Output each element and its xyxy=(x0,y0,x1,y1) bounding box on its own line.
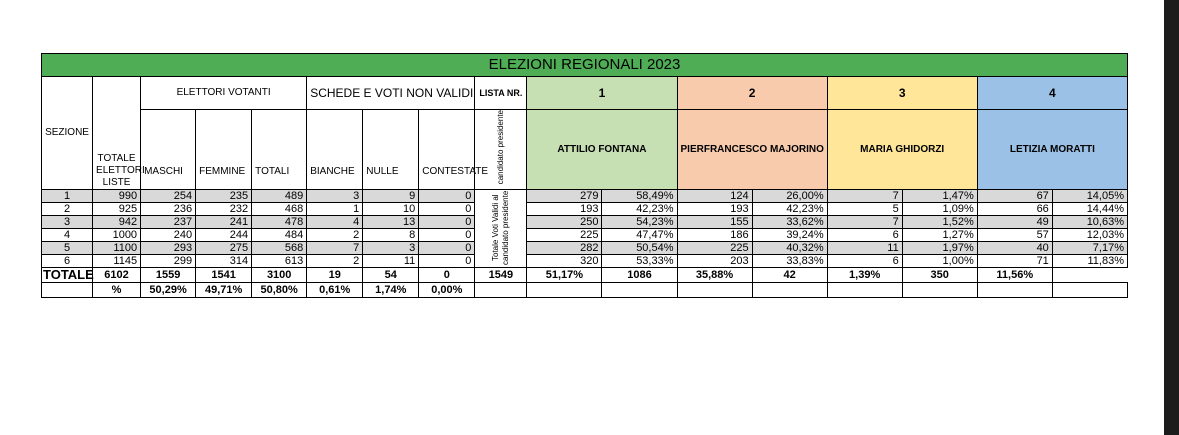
totale-nulle: 54 xyxy=(363,268,419,283)
cell-p4: 14,44% xyxy=(1052,203,1127,216)
cell-v2: 186 xyxy=(677,229,752,242)
cell-tot: 1145 xyxy=(93,255,141,268)
list-4-number: 4 xyxy=(977,77,1127,110)
header-candidato-presidente: candidato presidente xyxy=(495,110,505,185)
cell-m: 293 xyxy=(141,242,196,255)
cell-m: 240 xyxy=(141,229,196,242)
percent-empty-10 xyxy=(1052,283,1127,298)
cell-v1: 282 xyxy=(527,242,602,255)
cell-v3: 7 xyxy=(827,190,902,203)
header-row-2 xyxy=(42,110,1128,190)
header-elettori-votanti: ELETTORI VOTANTI xyxy=(141,77,307,110)
list-4-candidate: LETIZIA MORATTI xyxy=(977,110,1127,190)
cell-v1: 250 xyxy=(527,216,602,229)
cell-v3: 6 xyxy=(827,229,902,242)
cell-tot: 942 xyxy=(93,216,141,229)
cell-n: 13 xyxy=(363,216,419,229)
totale-v3: 42 xyxy=(752,268,827,283)
percent-empty-6 xyxy=(752,283,827,298)
cell-p2: 39,24% xyxy=(752,229,827,242)
cell-v3: 11 xyxy=(827,242,902,255)
header-nulle: NULLE xyxy=(363,110,419,190)
cell-b: 2 xyxy=(307,255,363,268)
table-row xyxy=(42,216,1128,229)
cell-v4: 40 xyxy=(977,242,1052,255)
cell-sez: 4 xyxy=(42,229,93,242)
totale-p1: 51,17% xyxy=(527,268,602,283)
election-results-table xyxy=(41,53,1128,298)
cell-m: 236 xyxy=(141,203,196,216)
cell-n: 11 xyxy=(363,255,419,268)
cell-f: 314 xyxy=(196,255,252,268)
cell-f: 232 xyxy=(196,203,252,216)
cell-v4: 67 xyxy=(977,190,1052,203)
cell-c: 0 xyxy=(419,255,475,268)
header-row-1 xyxy=(42,77,1128,110)
totale-p2: 35,88% xyxy=(677,268,752,283)
totale-voti-validi-label: Totale Voti Validi al candidato presidente xyxy=(490,190,510,265)
cell-v4: 66 xyxy=(977,203,1052,216)
header-bianche: BIANCHE xyxy=(307,110,363,190)
cell-p1: 54,23% xyxy=(602,216,677,229)
totale-p3: 1,39% xyxy=(827,268,902,283)
cell-c: 0 xyxy=(419,190,475,203)
table-row xyxy=(42,242,1128,255)
percent-label: % xyxy=(93,283,141,298)
totale-contestate: 0 xyxy=(419,268,475,283)
cell-n: 9 xyxy=(363,190,419,203)
percent-empty-2 xyxy=(475,283,527,298)
cell-m: 237 xyxy=(141,216,196,229)
header-contestate: CONTESTATE xyxy=(419,110,475,190)
list-2-candidate: PIERFRANCESCO MAJORINO xyxy=(677,110,827,190)
cell-p3: 1,09% xyxy=(902,203,977,216)
cell-p1: 58,49% xyxy=(602,190,677,203)
cell-m: 254 xyxy=(141,190,196,203)
cell-t: 484 xyxy=(252,229,307,242)
cell-p1: 42,23% xyxy=(602,203,677,216)
list-1-candidate: ATTILIO FONTANA xyxy=(527,110,677,190)
cell-p4: 12,03% xyxy=(1052,229,1127,242)
header-totale-elettori: TOTALE ELETTORI LISTE xyxy=(93,77,141,190)
percent-empty-5 xyxy=(677,283,752,298)
cell-v2: 124 xyxy=(677,190,752,203)
cell-p3: 1,52% xyxy=(902,216,977,229)
cell-sez: 3 xyxy=(42,216,93,229)
cell-p2: 42,23% xyxy=(752,203,827,216)
cell-p3: 1,47% xyxy=(902,190,977,203)
cell-b: 7 xyxy=(307,242,363,255)
cell-t: 478 xyxy=(252,216,307,229)
header-femmine: FEMMINE xyxy=(196,110,252,190)
totale-v1: 1549 xyxy=(475,268,527,283)
percent-contestate: 0,00% xyxy=(419,283,475,298)
table-row xyxy=(42,255,1128,268)
list-3-number: 3 xyxy=(827,77,977,110)
percent-row xyxy=(42,283,1128,298)
header-lista-nr: LISTA NR. xyxy=(475,77,527,110)
cell-p3: 1,00% xyxy=(902,255,977,268)
cell-b: 1 xyxy=(307,203,363,216)
cell-b: 3 xyxy=(307,190,363,203)
cell-n: 10 xyxy=(363,203,419,216)
header-sezione: SEZIONE xyxy=(42,77,93,190)
cell-tot: 925 xyxy=(93,203,141,216)
data-rows xyxy=(42,190,1128,268)
cell-t: 613 xyxy=(252,255,307,268)
cell-c: 0 xyxy=(419,242,475,255)
cell-p4: 10,63% xyxy=(1052,216,1127,229)
cell-v1: 225 xyxy=(527,229,602,242)
header-schede-non-validi: SCHEDE E VOTI NON VALIDI xyxy=(307,77,475,110)
cell-p2: 26,00% xyxy=(752,190,827,203)
percent-empty-9 xyxy=(977,283,1052,298)
cell-sez: 1 xyxy=(42,190,93,203)
cell-p1: 47,47% xyxy=(602,229,677,242)
cell-t: 568 xyxy=(252,242,307,255)
cell-f: 275 xyxy=(196,242,252,255)
cell-v1: 279 xyxy=(527,190,602,203)
cell-c: 0 xyxy=(419,203,475,216)
totale-row xyxy=(42,268,1128,283)
title-row xyxy=(42,54,1128,77)
percent-totali: 50,80% xyxy=(252,283,307,298)
cell-m: 299 xyxy=(141,255,196,268)
totale-elettori: 6102 xyxy=(93,268,141,283)
cell-sez: 6 xyxy=(42,255,93,268)
totale-maschi: 1559 xyxy=(141,268,196,283)
cell-b: 2 xyxy=(307,229,363,242)
totale-totali: 3100 xyxy=(252,268,307,283)
list-3-candidate: MARIA GHIDORZI xyxy=(827,110,977,190)
table-row xyxy=(42,203,1128,216)
cell-c: 0 xyxy=(419,216,475,229)
table-title: ELEZIONI REGIONALI 2023 xyxy=(42,54,1128,77)
cell-v1: 193 xyxy=(527,203,602,216)
percent-empty-8 xyxy=(902,283,977,298)
cell-tot: 1000 xyxy=(93,229,141,242)
cell-b: 4 xyxy=(307,216,363,229)
cell-p1: 53,33% xyxy=(602,255,677,268)
totale-voti-validi-cell xyxy=(475,190,527,268)
percent-nulle: 1,74% xyxy=(363,283,419,298)
cell-p2: 40,32% xyxy=(752,242,827,255)
cell-c: 0 xyxy=(419,229,475,242)
cell-v1: 320 xyxy=(527,255,602,268)
table-row xyxy=(42,229,1128,242)
cell-p3: 1,27% xyxy=(902,229,977,242)
cell-v3: 6 xyxy=(827,255,902,268)
header-candidato-cell xyxy=(475,110,527,190)
cell-f: 244 xyxy=(196,229,252,242)
list-2-number: 2 xyxy=(677,77,827,110)
percent-empty-1 xyxy=(42,283,93,298)
header-maschi: MASCHI xyxy=(141,110,196,190)
percent-femmine: 49,71% xyxy=(196,283,252,298)
cell-f: 241 xyxy=(196,216,252,229)
cell-p1: 50,54% xyxy=(602,242,677,255)
percent-empty-3 xyxy=(527,283,602,298)
totale-v2: 1086 xyxy=(602,268,677,283)
cell-n: 3 xyxy=(363,242,419,255)
percent-empty-4 xyxy=(602,283,677,298)
cell-p4: 14,05% xyxy=(1052,190,1127,203)
cell-v3: 5 xyxy=(827,203,902,216)
cell-tot: 990 xyxy=(93,190,141,203)
totale-v4: 350 xyxy=(902,268,977,283)
cell-v2: 155 xyxy=(677,216,752,229)
window-edge xyxy=(1164,0,1179,435)
cell-t: 468 xyxy=(252,203,307,216)
cell-p2: 33,83% xyxy=(752,255,827,268)
percent-maschi: 50,29% xyxy=(141,283,196,298)
totale-bianche: 19 xyxy=(307,268,363,283)
cell-v2: 193 xyxy=(677,203,752,216)
cell-p4: 7,17% xyxy=(1052,242,1127,255)
totale-label: TOTALE xyxy=(43,267,94,283)
cell-v4: 57 xyxy=(977,229,1052,242)
totale-p4: 11,56% xyxy=(977,268,1052,283)
table-row xyxy=(42,190,1128,203)
totale-femmine: 1541 xyxy=(196,268,252,283)
cell-v2: 203 xyxy=(677,255,752,268)
cell-v2: 225 xyxy=(677,242,752,255)
cell-n: 8 xyxy=(363,229,419,242)
election-table-wrap xyxy=(41,53,1128,298)
cell-v4: 71 xyxy=(977,255,1052,268)
cell-sez: 5 xyxy=(42,242,93,255)
cell-t: 489 xyxy=(252,190,307,203)
cell-v3: 7 xyxy=(827,216,902,229)
percent-empty-7 xyxy=(827,283,902,298)
cell-p4: 11,83% xyxy=(1052,255,1127,268)
percent-bianche: 0,61% xyxy=(307,283,363,298)
list-1-number: 1 xyxy=(527,77,677,110)
cell-p2: 33,62% xyxy=(752,216,827,229)
cell-p3: 1,97% xyxy=(902,242,977,255)
cell-v4: 49 xyxy=(977,216,1052,229)
cell-sez: 2 xyxy=(42,203,93,216)
cell-f: 235 xyxy=(196,190,252,203)
cell-tot: 1100 xyxy=(93,242,141,255)
header-totali: TOTALI xyxy=(252,110,307,190)
